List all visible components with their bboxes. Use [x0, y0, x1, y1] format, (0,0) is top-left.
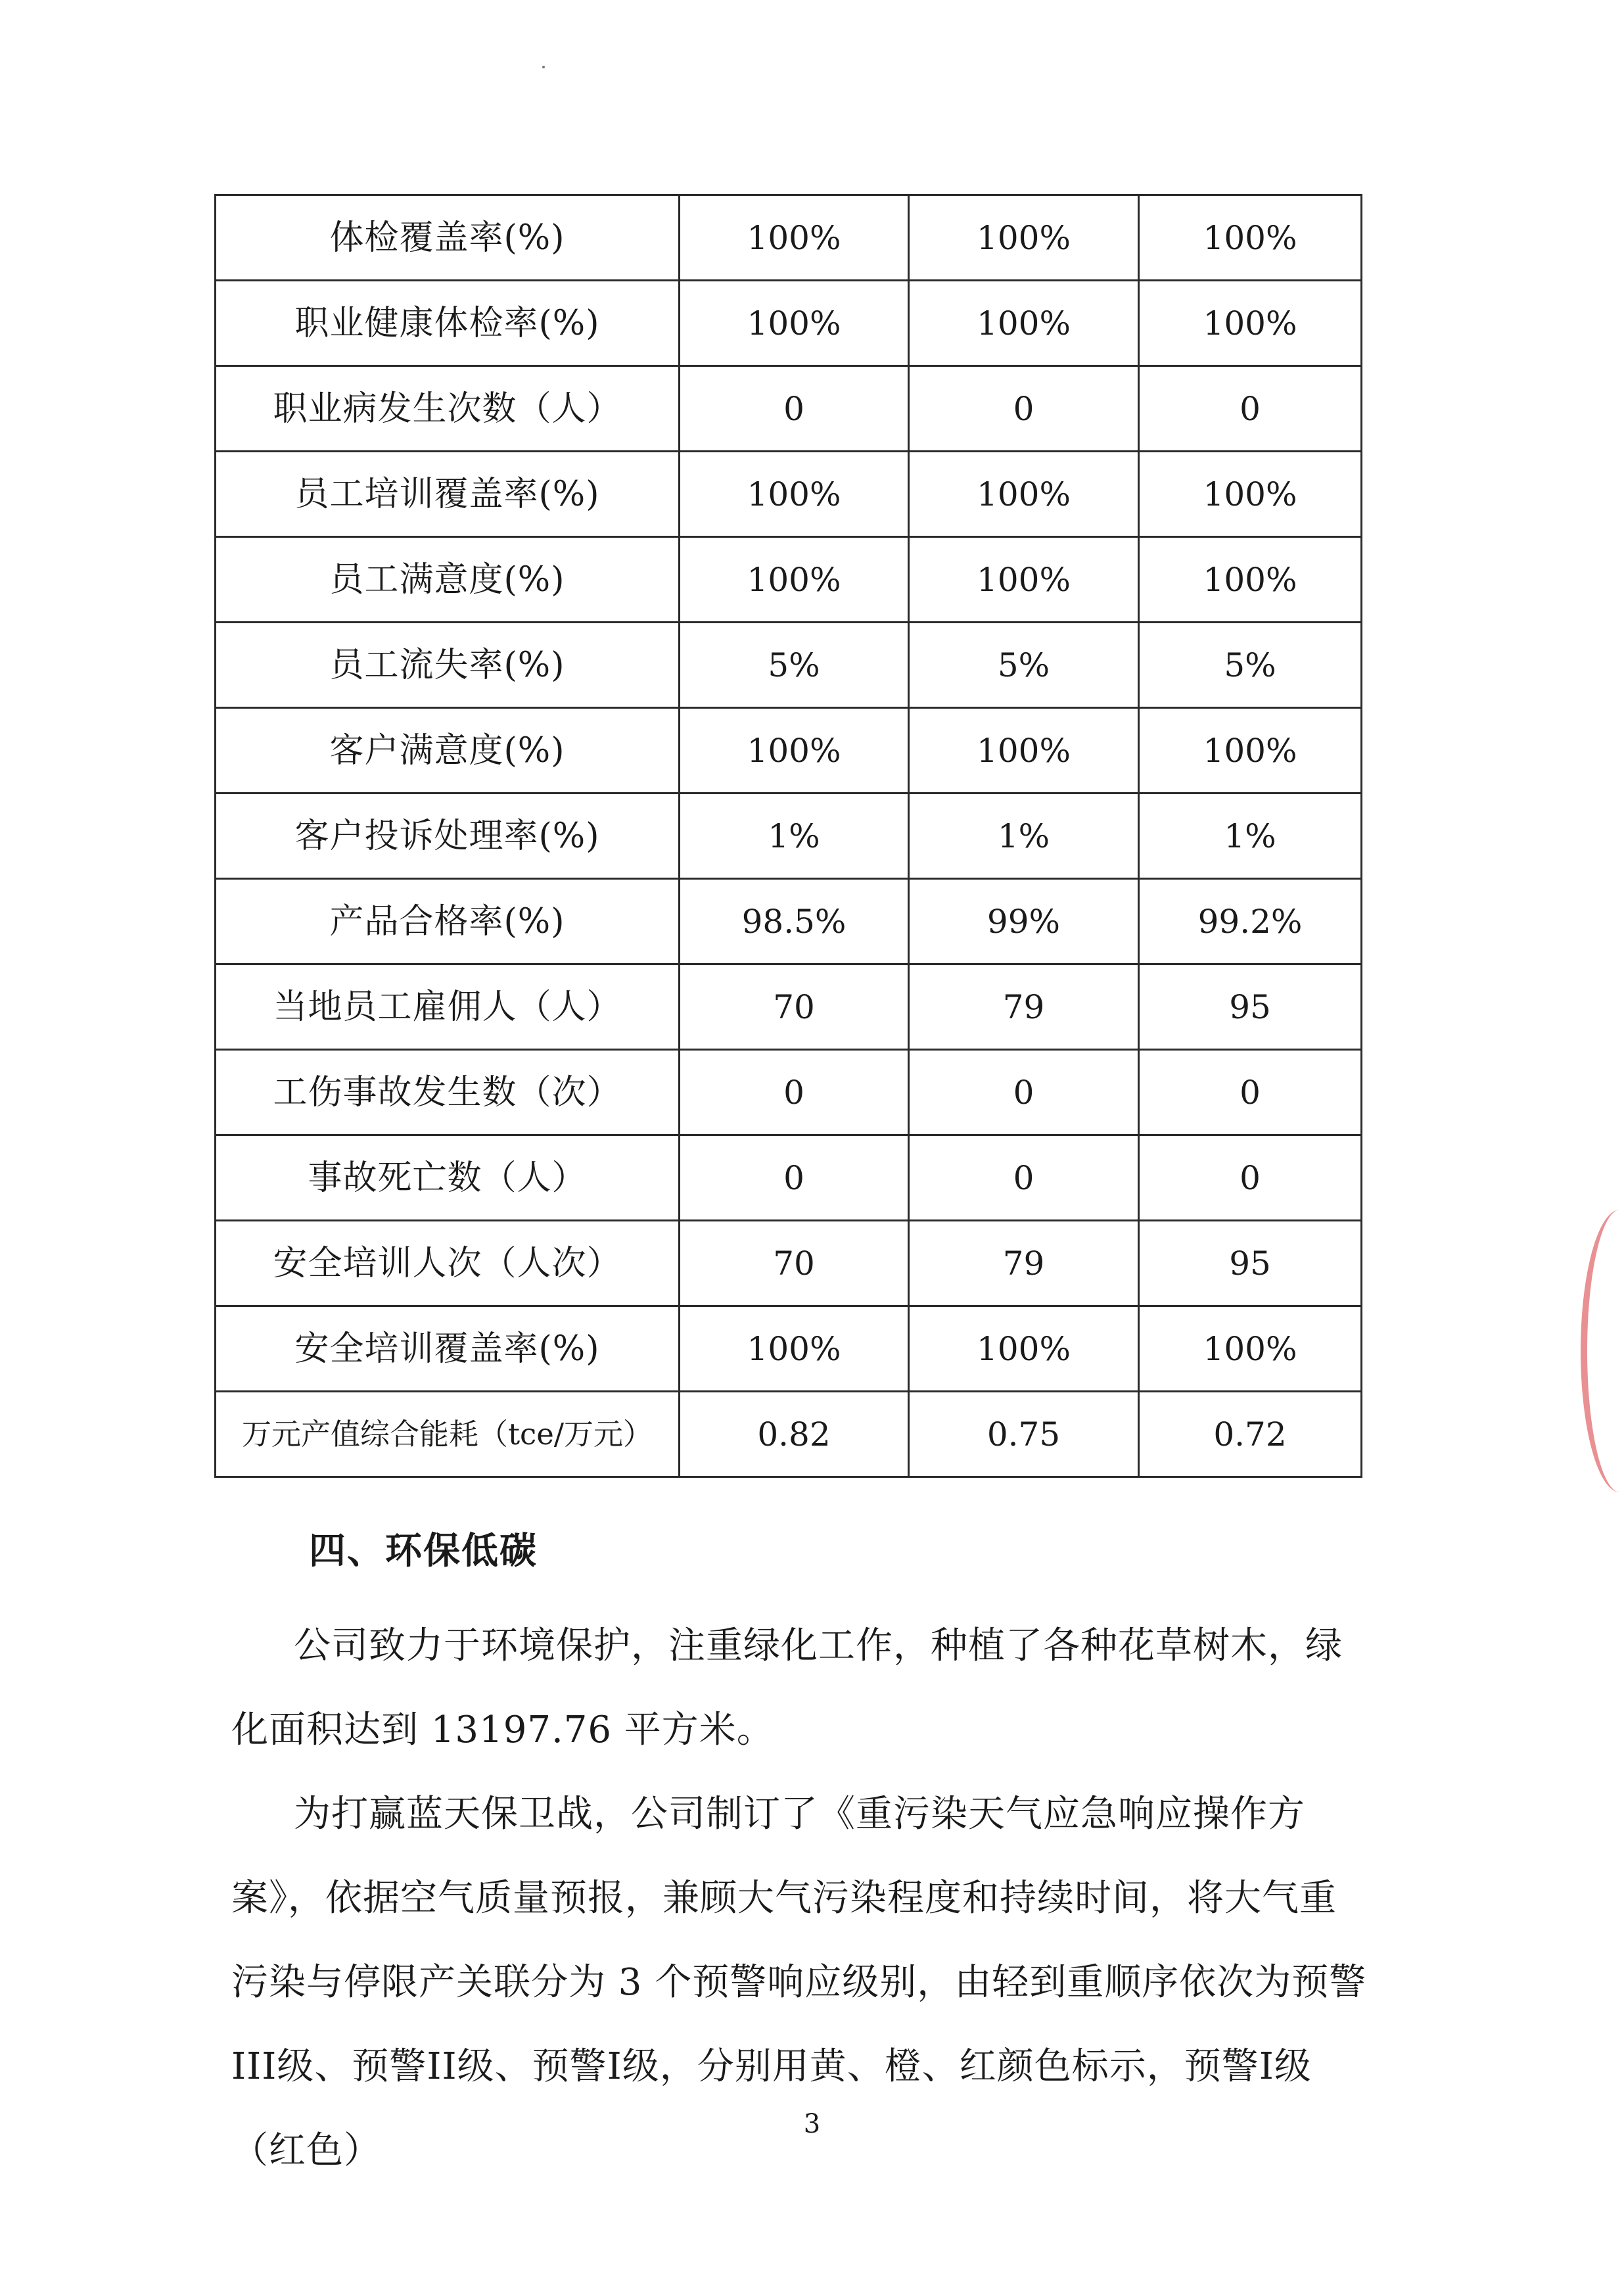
row-value-col3: 1% — [1139, 793, 1362, 879]
row-value-col2: 100% — [909, 281, 1139, 366]
row-value-col2: 100% — [909, 537, 1139, 623]
row-value-col2: 100% — [909, 708, 1139, 793]
table-row — [216, 195, 1362, 281]
row-value-col3: 99.2% — [1139, 879, 1362, 964]
row-value-col2: 0 — [909, 1050, 1139, 1135]
table-row — [216, 366, 1362, 452]
row-label: 当地员工雇佣人（人） — [216, 964, 680, 1050]
row-value-col3: 100% — [1139, 195, 1362, 281]
section-heading: 四、环保低碳 — [309, 1529, 538, 1573]
row-label: 职业病发生次数（人） — [216, 366, 680, 452]
table-row — [216, 1050, 1362, 1135]
row-value-col3: 100% — [1139, 452, 1362, 537]
row-value-col1: 100% — [680, 1306, 909, 1392]
row-label: 员工满意度(%) — [216, 537, 680, 623]
row-label: 体检覆盖率(%) — [216, 195, 680, 281]
table-row — [216, 793, 1362, 879]
row-value-col3: 5% — [1139, 623, 1362, 708]
row-value-col2: 0 — [909, 366, 1139, 452]
row-value-col1: 98.5% — [680, 879, 909, 964]
indicator-table-body — [216, 195, 1362, 1477]
table-row — [216, 623, 1362, 708]
row-value-col3: 0 — [1139, 1050, 1362, 1135]
row-value-col3: 100% — [1139, 281, 1362, 366]
row-label: 安全培训人次（人次） — [216, 1221, 680, 1306]
table-row — [216, 1135, 1362, 1221]
row-value-col1: 70 — [680, 1221, 909, 1306]
table-row — [216, 1306, 1362, 1392]
table-row — [216, 708, 1362, 793]
table-row — [216, 964, 1362, 1050]
row-label: 客户投诉处理率(%) — [216, 793, 680, 879]
table-row — [216, 537, 1362, 623]
row-label: 员工培训覆盖率(%) — [216, 452, 680, 537]
row-value-col2: 79 — [909, 1221, 1139, 1306]
row-value-col2: 100% — [909, 1306, 1139, 1392]
row-label: 事故死亡数（人） — [216, 1135, 680, 1221]
row-label: 职业健康体检率(%) — [216, 281, 680, 366]
row-value-col1: 70 — [680, 964, 909, 1050]
row-value-col2: 99% — [909, 879, 1139, 964]
row-value-col1: 0 — [680, 1135, 909, 1221]
table-row — [216, 281, 1362, 366]
row-value-col3: 0 — [1139, 366, 1362, 452]
row-value-col2: 100% — [909, 452, 1139, 537]
row-value-col1: 100% — [680, 281, 909, 366]
paragraph: 为打赢蓝天保卫战，公司制订了《重污染天气应急响应操作方案》，依据空气质量预报，兼顾大气污染程度和持续时间，将大气重污染与停限产关联分为 3 个预警响应级别，由轻到重顺序依次为预警III级、预警II级、预警Ⅰ级，分别用黄、橙、红颜色标示，预警Ⅰ级（红色） — [231, 1793, 1367, 2172]
row-value-col1: 100% — [680, 195, 909, 281]
row-value-col2: 0.75 — [909, 1392, 1139, 1477]
row-value-col1: 100% — [680, 452, 909, 537]
row-value-col1: 0.82 — [680, 1392, 909, 1477]
row-value-col2: 1% — [909, 793, 1139, 879]
row-value-col3: 100% — [1139, 1306, 1362, 1392]
row-value-col3: 0 — [1139, 1135, 1362, 1221]
row-value-col1: 5% — [680, 623, 909, 708]
row-value-col1: 0 — [680, 366, 909, 452]
page-number: 3 — [803, 2109, 821, 2139]
seal-stamp-fragment — [1581, 1210, 1624, 1492]
scan-speck — [542, 66, 545, 68]
row-label: 工伤事故发生数（次） — [216, 1050, 680, 1135]
row-value-col3: 0.72 — [1139, 1392, 1362, 1477]
row-value-col1: 100% — [680, 708, 909, 793]
row-value-col3: 95 — [1139, 964, 1362, 1050]
row-label: 员工流失率(%) — [216, 623, 680, 708]
table-row — [216, 1221, 1362, 1306]
row-label: 客户满意度(%) — [216, 708, 680, 793]
table-row — [216, 1392, 1362, 1477]
row-value-col2: 79 — [909, 964, 1139, 1050]
section-body — [231, 1604, 1368, 2193]
row-value-col1: 1% — [680, 793, 909, 879]
row-value-col3: 100% — [1139, 537, 1362, 623]
row-value-col3: 100% — [1139, 708, 1362, 793]
row-label: 产品合格率(%) — [216, 879, 680, 964]
row-value-col2: 0 — [909, 1135, 1139, 1221]
paragraph: 公司致力于环境保护，注重绿化工作，种植了各种花草树木，绿化面积达到 13197.76 平方米。 — [231, 1624, 1343, 1751]
indicator-table — [214, 194, 1362, 1478]
table-row — [216, 879, 1362, 964]
row-label: 安全培训覆盖率(%) — [216, 1306, 680, 1392]
row-label: 万元产值综合能耗（tce/万元） — [216, 1392, 680, 1477]
row-value-col1: 0 — [680, 1050, 909, 1135]
row-value-col1: 100% — [680, 537, 909, 623]
row-value-col2: 5% — [909, 623, 1139, 708]
table-row — [216, 452, 1362, 537]
row-value-col3: 95 — [1139, 1221, 1362, 1306]
row-value-col2: 100% — [909, 195, 1139, 281]
